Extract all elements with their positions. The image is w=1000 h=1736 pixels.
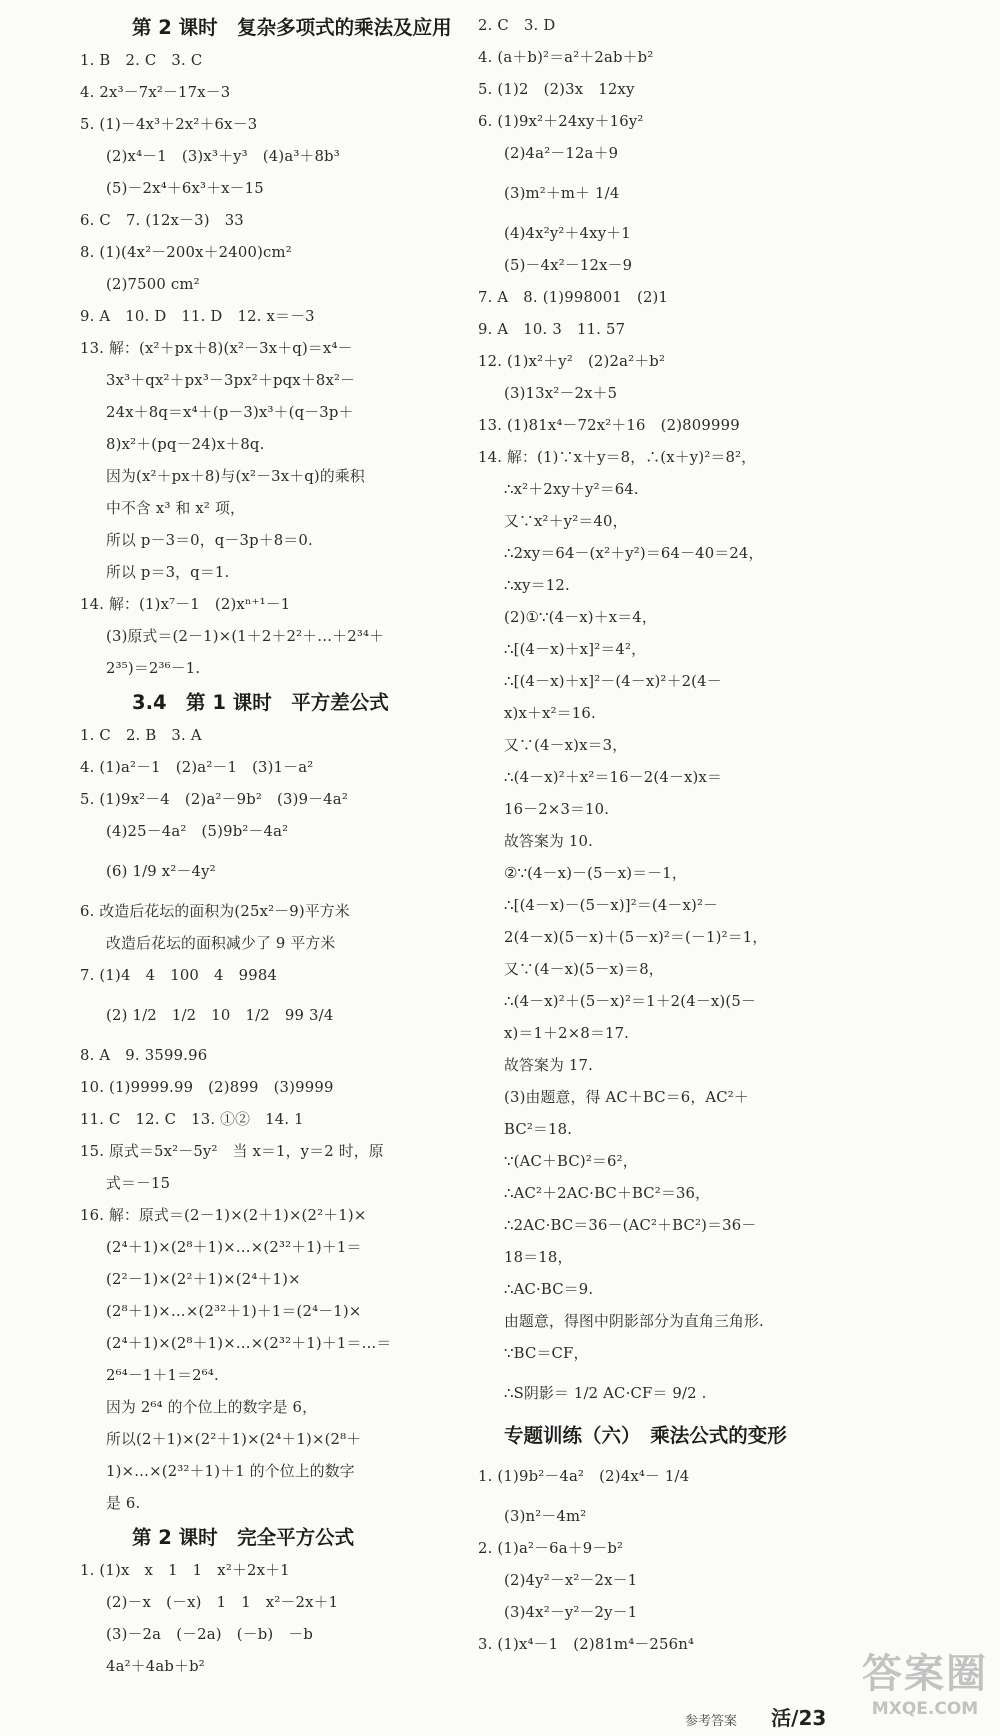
answer-line: 2⁶⁴－1＋1＝2⁶⁴. — [106, 1367, 219, 1384]
answer-line: 中不含 x³ 和 x² 项， — [106, 500, 245, 517]
answer-line: 2. (1)a²－6a＋9－b² — [478, 1540, 624, 1557]
answer-line: 7. (1)4 4 100 4 9984 — [80, 967, 278, 984]
answer-line: 9. A 10. D 11. D 12. x＝－3 — [80, 308, 315, 325]
answer-line: x)x＋x²＝16. — [504, 705, 596, 722]
answer-line: (3)－2a (－2a) (－b) －b — [106, 1626, 314, 1643]
answer-line: 2³⁵)＝2³⁶－1. — [106, 660, 201, 677]
answer-line: 24x＋8q＝x⁴＋(p－3)x³＋(q－3p＋ — [106, 404, 354, 421]
answer-line: (2⁴＋1)×(2⁸＋1)×…×(2³²＋1)＋1＝ — [106, 1239, 362, 1256]
answer-line: (2⁸＋1)×…×(2³²＋1)＋1＝(2⁴－1)× — [106, 1303, 362, 1320]
answer-line: 1. (1)x x 1 1 x²＋2x＋1 — [80, 1562, 290, 1579]
answer-line: 又∵(4－x)(5－x)＝8， — [504, 961, 664, 978]
answer-line: 由题意，得图中阴影部分为直角三角形. — [504, 1313, 764, 1330]
answer-line: x)＝1＋2×8＝17. — [504, 1025, 630, 1042]
answer-line: 6. (1)9x²＋24xy＋16y² — [478, 113, 644, 130]
section-heading: 3.4 第 1 课时 平方差公式 — [132, 691, 389, 714]
answer-line: BC²＝18. — [504, 1121, 573, 1138]
answer-line: 2(4－x)(5－x)＋(5－x)²＝(－1)²＝1， — [504, 929, 768, 946]
answer-line: ∴[(4－x)＋x]²－(4－x)²＋2(4－ — [504, 673, 722, 690]
answer-line: (2)①∵(4－x)＋x＝4， — [504, 609, 657, 626]
answer-line: 4. (a＋b)²＝a²＋2ab＋b² — [478, 49, 654, 66]
answer-line: 14. 解：(1)x⁷－1 (2)xⁿ⁺¹－1 — [80, 596, 291, 613]
answer-line: 故答案为 10. — [504, 833, 594, 850]
answer-line: 1. C 2. B 3. A — [80, 727, 202, 744]
answer-line: 9. A 10. 3 11. 57 — [478, 321, 626, 338]
answer-line: 15. 原式＝5x²－5y² 当 x＝1，y＝2 时，原 — [80, 1143, 384, 1160]
answer-line: ∴(4－x)²＋x²＝16－2(4－x)x＝ — [504, 769, 723, 786]
answer-line: 10. (1)9999.99 (2)899 (3)9999 — [80, 1079, 334, 1096]
answer-line: (3)4x²－y²－2y－1 — [504, 1604, 638, 1621]
answer-line: 16. 解：原式＝(2－1)×(2＋1)×(2²＋1)× — [80, 1207, 367, 1224]
answer-line: 改造后花坛的面积减少了 9 平方米 — [106, 935, 336, 952]
answer-line: ∵BC＝CF， — [504, 1345, 589, 1362]
answer-line: ∴(4－x)²＋(5－x)²＝1＋2(4－x)(5－ — [504, 993, 756, 1010]
answer-line: 式＝－15 — [106, 1175, 171, 1192]
answer-line: 3x³＋qx²＋px³－3px²＋pqx＋8x²－ — [106, 372, 356, 389]
answer-line: (5)－2x⁴＋6x³＋x－15 — [106, 180, 264, 197]
answer-line: 5. (1)2 (2)3x 12xy — [478, 81, 635, 98]
answer-line: ∵(AC＋BC)²＝6²， — [504, 1153, 638, 1170]
answer-line: 4. 2x³－7x²－17x－3 — [80, 84, 231, 101]
answer-line: (3)13x²－2x＋5 — [504, 385, 618, 402]
answer-line: 13. 解：(x²＋px＋8)(x²－3x＋q)＝x⁴－ — [80, 340, 353, 357]
answer-line: 1. (1)9b²－4a² (2)4x⁴－ 1/4 — [478, 1468, 690, 1485]
answer-line: (3)由题意，得 AC＋BC＝6，AC²＋ — [504, 1089, 749, 1106]
answer-line: ∴xy＝12. — [504, 577, 570, 594]
answer-line: 6. C 7. (12x－3) 33 — [80, 212, 244, 229]
answer-line: 1)×…×(2³²＋1)＋1 的个位上的数字 — [106, 1463, 355, 1480]
answer-line: 5. (1)－4x³＋2x²＋6x－3 — [80, 116, 258, 133]
answer-line: (2⁴＋1)×(2⁸＋1)×…×(2³²＋1)＋1＝…＝ — [106, 1335, 392, 1352]
answer-line: 8)x²＋(pq－24)x＋8q. — [106, 436, 265, 453]
answer-line: ∴x²＋2xy＋y²＝64. — [504, 481, 639, 498]
watermark-url: MXQE.COM — [871, 1699, 979, 1719]
answer-line: (2²－1)×(2²＋1)×(2⁴＋1)× — [106, 1271, 301, 1288]
answer-line: (2)4a²－12a＋9 — [504, 145, 619, 162]
answer-line: 所以 p＝3，q＝1. — [106, 564, 230, 581]
answer-line: (4)25－4a² (5)9b²－4a² — [106, 823, 289, 840]
answer-line: 13. (1)81x⁴－72x²＋16 (2)809999 — [478, 417, 740, 434]
answer-line: ②∵(4－x)－(5－x)＝－1， — [504, 865, 687, 882]
answer-line: 4. (1)a²－1 (2)a²－1 (3)1－a² — [80, 759, 314, 776]
page-number: 活/23 — [771, 1706, 827, 1730]
answer-line: 3. (1)x⁴－1 (2)81m⁴－256n⁴ — [478, 1636, 695, 1653]
answer-line: 18＝18， — [504, 1249, 573, 1266]
answer-line: 11. C 12. C 13. ①② 14. 1 — [80, 1111, 304, 1128]
answer-line: (2)－x (－x) 1 1 x²－2x＋1 — [106, 1594, 339, 1611]
watermark-text: 答案圈 — [862, 1651, 988, 1697]
section-heading: 专题训练（六） 乘法公式的变形 — [504, 1424, 787, 1447]
answer-line: 1. B 2. C 3. C — [80, 52, 203, 69]
answer-line: 14. 解：(1)∵x＋y＝8，∴(x＋y)²＝8²， — [478, 449, 757, 466]
answer-line: (4)4x²y²＋4xy＋1 — [504, 225, 631, 242]
answer-line: 5. (1)9x²－4 (2)a²－9b² (3)9－4a² — [80, 791, 348, 808]
answer-line: (3)n²－4m² — [504, 1508, 587, 1525]
answer-line: 7. A 8. (1)998001 (2)1 — [478, 289, 669, 306]
section-heading: 第 2 课时 完全平方公式 — [132, 1526, 355, 1549]
answer-line: 所以 p－3＝0，q－3p＋8＝0. — [106, 532, 313, 549]
answer-line: (2)x⁴－1 (3)x³＋y³ (4)a³＋8b³ — [106, 148, 340, 165]
answer-line: 因为 2⁶⁴ 的个位上的数字是 6， — [106, 1399, 318, 1416]
right-column — [478, 10, 878, 1661]
answer-line: 是 6. — [106, 1495, 141, 1512]
answer-line: ∴2AC·BC＝36－(AC²＋BC²)＝36－ — [504, 1217, 757, 1234]
answer-line: 16－2×3＝10. — [504, 801, 610, 818]
answer-line: 故答案为 17. — [504, 1057, 594, 1074]
answer-line: ∴AC·BC＝9. — [504, 1281, 594, 1298]
answer-line: 8. A 9. 3599.96 — [80, 1047, 208, 1064]
page-footer — [685, 1704, 826, 1732]
answer-line: (5)－4x²－12x－9 — [504, 257, 633, 274]
answer-line: 6. 改造后花坛的面积为(25x²－9)平方米 — [80, 903, 350, 920]
answer-line: 4a²＋4ab＋b² — [106, 1658, 205, 1675]
answer-line: 因为(x²＋px＋8)与(x²－3x＋q)的乘积 — [106, 468, 365, 485]
answer-line: ∴[(4－x)－(5－x)]²＝(4－x)²－ — [504, 897, 719, 914]
answer-line: (3)m²＋m＋ 1/4 — [504, 185, 620, 202]
footer-label: 参考答案 — [685, 1714, 738, 1729]
answer-line: 又∵x²＋y²＝40， — [504, 513, 628, 530]
watermark-logo — [860, 1650, 990, 1734]
answer-line: 8. (1)(4x²－200x＋2400)cm² — [80, 244, 292, 261]
answer-line: 所以(2＋1)×(2²＋1)×(2⁴＋1)×(2⁸＋ — [106, 1431, 362, 1448]
answer-line: ∴S阴影＝ 1/2 AC·CF＝ 9/2 . — [504, 1385, 707, 1402]
answer-line: 又∵(4－x)x＝3， — [504, 737, 628, 754]
left-column — [80, 10, 480, 1683]
answer-line: (2) 1/2 1/2 10 1/2 99 3/4 — [106, 1007, 334, 1024]
answer-line: ∴AC²＋2AC·BC＋BC²＝36， — [504, 1185, 711, 1202]
section-heading: 第 2 课时 复杂多项式的乘法及应用 — [132, 16, 452, 39]
answer-line: ∴2xy＝64－(x²＋y²)＝64－40＝24， — [504, 545, 764, 562]
answer-line: 12. (1)x²＋y² (2)2a²＋b² — [478, 353, 666, 370]
answer-line: 2. C 3. D — [478, 17, 556, 34]
answer-line: (6) 1/9 x²－4y² — [106, 863, 216, 880]
answer-line: (2)4y²－x²－2x－1 — [504, 1572, 638, 1589]
answer-line: (3)原式＝(2－1)×(1＋2＋2²＋…＋2³⁴＋ — [106, 628, 385, 645]
answer-line: ∴[(4－x)＋x]²＝4²， — [504, 641, 647, 658]
answer-line: (2)7500 cm² — [106, 276, 200, 293]
